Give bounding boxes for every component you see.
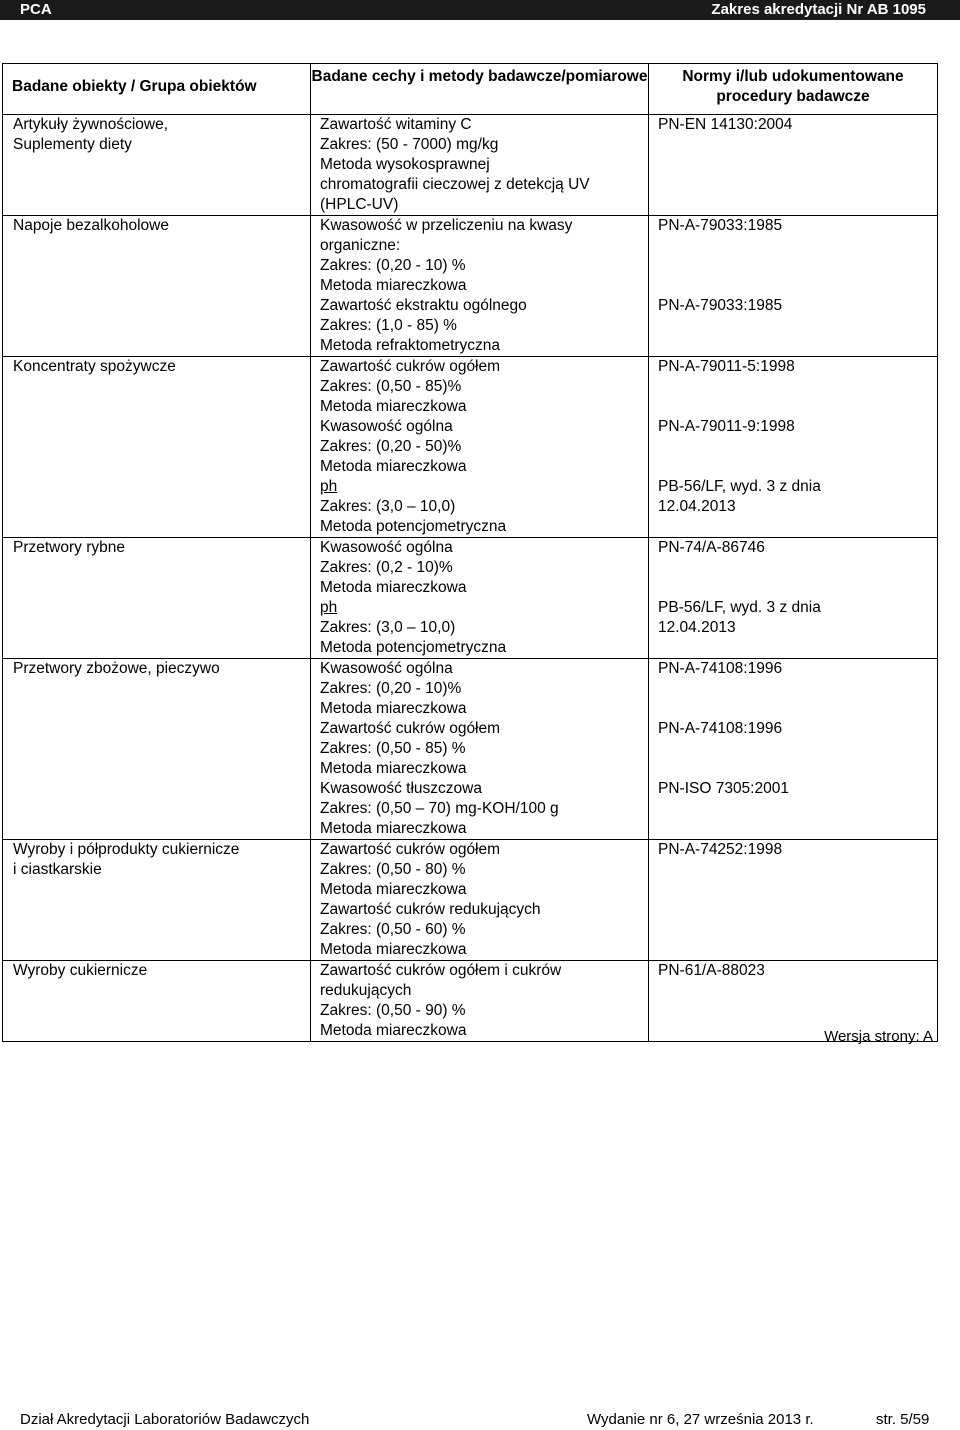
cell-text-line: Zakres: (0,20 - 10)% [320, 680, 462, 697]
cell-text-line: Wyroby cukiernicze [13, 962, 148, 979]
cell-text-line: PN-ISO 7305:2001 [658, 780, 789, 797]
cell-text-line: ph [320, 599, 338, 616]
cell-text-line: Zakres: (0,50 – 70) mg-KOH/100 g [320, 800, 559, 817]
object-cell [3, 659, 311, 840]
cell-text-line: Metoda miareczkowa [320, 1022, 467, 1039]
cell-text-line: Metoda potencjometryczna [320, 639, 507, 656]
cell-text-line: PN-EN 14130:2004 [658, 116, 793, 133]
object-cell [3, 840, 311, 961]
object-cell [3, 538, 311, 659]
cell-text-line: i ciastkarskie [13, 861, 102, 878]
cell-text-line [658, 558, 937, 578]
cell-text-line: PN-A-74252:1998 [658, 841, 783, 858]
cell-text-line: Metoda miareczkowa [320, 277, 467, 294]
cell-text-line: Zawartość cukrów ogółem i cukrów [320, 962, 562, 979]
cell-text-line: Metoda miareczkowa [320, 760, 467, 777]
cell-text-line [658, 739, 937, 759]
norms-cell [649, 538, 938, 659]
accreditation-table [2, 63, 938, 1042]
norms-cell [649, 659, 938, 840]
cell-text-line: PB-56/LF, wyd. 3 z dnia [658, 478, 821, 495]
cell-text-line: Zawartość cukrów ogółem [320, 358, 501, 375]
cell-text-line: PB-56/LF, wyd. 3 z dnia [658, 599, 821, 616]
cell-text-line: redukujących [320, 982, 412, 999]
cell-text-line: Zakres: (0,50 - 85) % [320, 740, 466, 757]
page-version: Wersja strony: A [824, 1028, 933, 1045]
footer-department: Dział Akredytacji Laboratoriów Badawczych [20, 1411, 310, 1428]
cell-text-line: Zakres: (0,50 - 80) % [320, 861, 466, 878]
page-header [0, 0, 960, 20]
cell-text-line [658, 679, 937, 699]
cell-text-line: Metoda potencjometryczna [320, 518, 507, 535]
cell-text-line: Zakres: (0,50 - 90) % [320, 1002, 466, 1019]
cell-text-line: Zakres: (3,0 – 10,0) [320, 619, 456, 636]
cell-text-line: PN-A-79011-9:1998 [658, 418, 795, 435]
cell-text-line: Metoda miareczkowa [320, 881, 467, 898]
cell-text-line: Zakres: (0,50 - 60) % [320, 921, 466, 938]
norms-cell [649, 115, 938, 216]
norms-cell [649, 840, 938, 961]
features-cell [311, 659, 649, 840]
cell-text-line: Zawartość cukrów ogółem [320, 720, 501, 737]
cell-text-line: PN-A-79033:1985 [658, 217, 783, 234]
cell-text-line: Kwasowość ogólna [320, 539, 453, 556]
cell-text-line: Metoda wysokosprawnej [320, 156, 490, 173]
cell-text-line: chromatografii cieczowej z detekcją UV [320, 176, 590, 193]
cell-text-line [658, 437, 937, 457]
cell-text-line: Metoda miareczkowa [320, 579, 467, 596]
table-row [3, 538, 938, 659]
cell-text-line: Zakres: (1,0 - 85) % [320, 317, 457, 334]
table-row [3, 115, 938, 216]
features-cell [311, 840, 649, 961]
cell-text-line: Koncentraty spożywcze [13, 358, 176, 375]
object-cell [3, 961, 311, 1042]
cell-text-line: Kwasowość tłuszczowa [320, 780, 482, 797]
cell-text-line: Zawartość cukrów redukujących [320, 901, 541, 918]
cell-text-line [658, 397, 937, 417]
cell-text-line: Kwasowość w przeliczeniu na kwasy [320, 217, 573, 234]
header-title: Zakres akredytacji Nr AB 1095 [711, 1, 926, 18]
cell-text-line [658, 759, 937, 779]
cell-text-line [658, 377, 937, 397]
cell-text-line: organiczne: [320, 237, 401, 254]
cell-text-line: Metoda refraktometryczna [320, 337, 501, 354]
cell-text-line: PN-A-74108:1996 [658, 660, 783, 677]
cell-text-line: Zakres: (0,20 - 10) % [320, 257, 466, 274]
object-cell [3, 216, 311, 357]
cell-text-line: Metoda miareczkowa [320, 941, 467, 958]
cell-text-line: Kwasowość ogólna [320, 418, 453, 435]
norms-cell [649, 357, 938, 538]
object-cell [3, 115, 311, 216]
cell-text-line: Metoda miareczkowa [320, 820, 467, 837]
cell-text-line: Kwasowość ogólna [320, 660, 453, 677]
cell-text-line: Zawartość ekstraktu ogólnego [320, 297, 527, 314]
footer-edition: Wydanie nr 6, 27 września 2013 r. [587, 1411, 814, 1428]
cell-text-line [658, 236, 937, 256]
features-cell [311, 357, 649, 538]
cell-text-line: Zakres: (50 - 7000) mg/kg [320, 136, 499, 153]
norms-cell [649, 216, 938, 357]
cell-text-line: Zakres: (0,2 - 10)% [320, 559, 453, 576]
col-header-features: Badane cechy i metody badawcze/pomiarowe [311, 64, 649, 115]
cell-text-line [658, 699, 937, 719]
cell-text-line [658, 276, 937, 296]
cell-text-line: Zawartość cukrów ogółem [320, 841, 501, 858]
header-org: PCA [20, 1, 52, 18]
cell-text-line: PN-A-79011-5:1998 [658, 358, 795, 375]
cell-text-line: Zakres: (0,50 - 85)% [320, 378, 462, 395]
cell-text-line: PN-74/A-86746 [658, 539, 765, 556]
features-cell [311, 115, 649, 216]
cell-text-line: PN-61/A-88023 [658, 962, 765, 979]
cell-text-line: Zawartość witaminy C [320, 116, 472, 133]
cell-text-line: ph [320, 478, 338, 495]
cell-text-line: PN-A-79033:1985 [658, 297, 783, 314]
table-row [3, 659, 938, 840]
footer-page-number: str. 5/59 [876, 1411, 930, 1428]
cell-text-line: Metoda miareczkowa [320, 700, 467, 717]
cell-text-line: Wyroby i półprodukty cukiernicze [13, 841, 240, 858]
cell-text-line: Przetwory zbożowe, pieczywo [13, 660, 220, 677]
table-row [3, 216, 938, 357]
features-cell [311, 216, 649, 357]
cell-text-line: 12.04.2013 [658, 619, 736, 636]
cell-text-line: (HPLC-UV) [320, 196, 399, 213]
cell-text-line: Artykuły żywnościowe, [13, 116, 169, 133]
object-cell [3, 357, 311, 538]
cell-text-line: 12.04.2013 [658, 498, 736, 515]
cell-text-line: Zakres: (3,0 – 10,0) [320, 498, 456, 515]
cell-text-line: Metoda miareczkowa [320, 398, 467, 415]
cell-text-line: Przetwory rybne [13, 539, 125, 556]
table-row [3, 961, 938, 1042]
table-row [3, 840, 938, 961]
table-header-row [3, 64, 938, 115]
table-row [3, 357, 938, 538]
cell-text-line [658, 457, 937, 477]
page-footer [0, 1410, 960, 1430]
cell-text-line: Metoda miareczkowa [320, 458, 467, 475]
cell-text-line [658, 256, 937, 276]
cell-text-line [658, 578, 937, 598]
features-cell [311, 961, 649, 1042]
cell-text-line: Napoje bezalkoholowe [13, 217, 169, 234]
cell-text-line: Zakres: (0,20 - 50)% [320, 438, 462, 455]
cell-text-line: Suplementy diety [13, 136, 132, 153]
cell-text-line: PN-A-74108:1996 [658, 720, 783, 737]
col-header-objects: Badane obiekty / Grupa obiektów [3, 64, 311, 115]
col-header-norms: Normy i/lub udokumentowane procedury badawcze [649, 64, 938, 115]
features-cell [311, 538, 649, 659]
